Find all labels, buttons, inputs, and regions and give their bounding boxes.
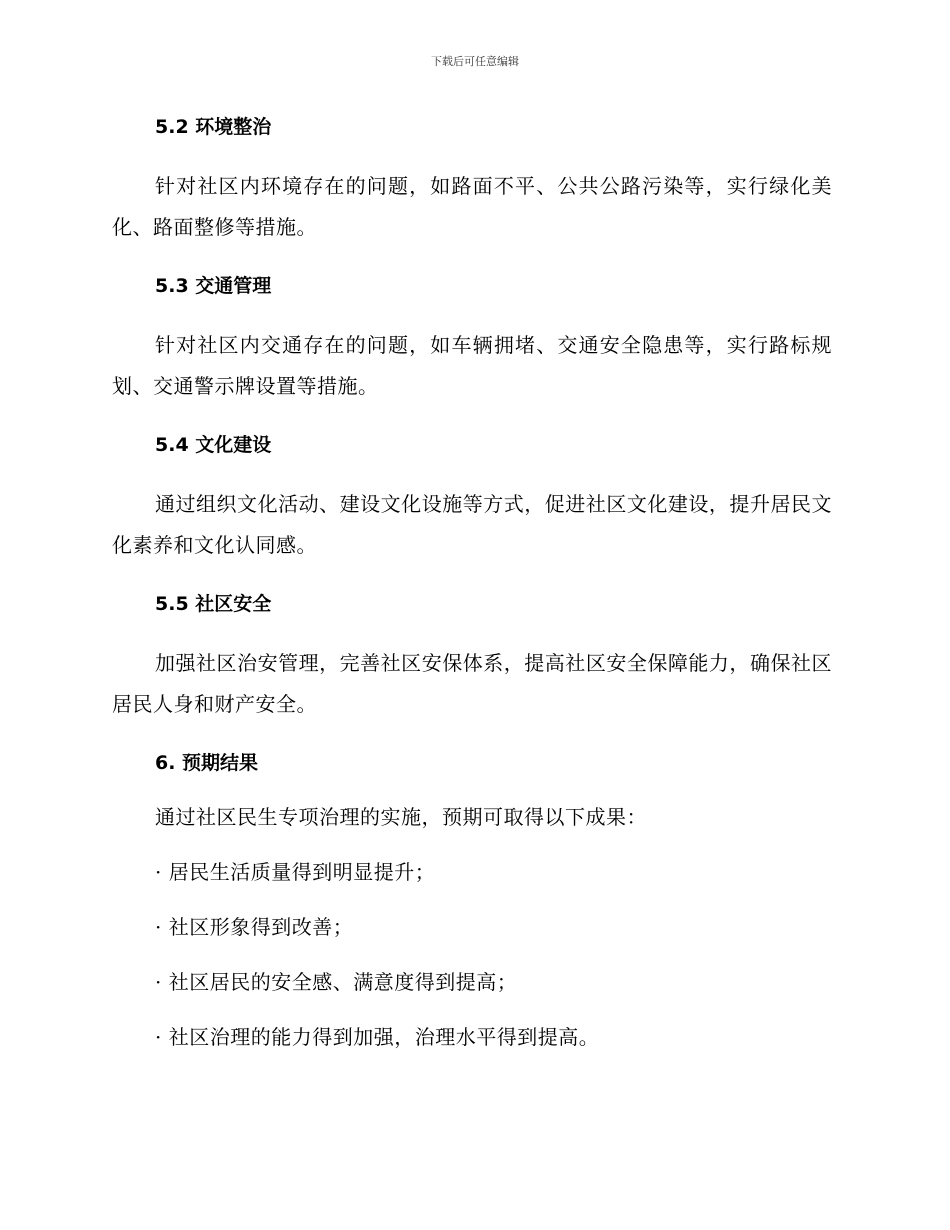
- section-body-culture: 通过组织文化活动、建设文化设施等方式，促进社区文化建设，提升居民文化素养和文化认同感。: [112, 492, 832, 557]
- page-header: 下载后可任意编辑: [431, 55, 519, 68]
- results-intro: 通过社区民生专项治理的实施，预期可取得以下成果：: [155, 805, 647, 829]
- section-body-traffic: 针对社区内交通存在的问题，如车辆拥堵、交通安全隐患等，实行路标规划、交通警示牌设置等措施。: [112, 333, 832, 398]
- section-heading-results: 6. 预期结果: [155, 752, 259, 774]
- result-item: · 社区居民的安全感、满意度得到提高；: [155, 970, 518, 994]
- section-body-safety: 加强社区治安管理，完善社区安保体系，提高社区安全保障能力，确保社区居民人身和财产安全。: [112, 651, 832, 716]
- section-heading-traffic: 5.3 交通管理: [155, 275, 272, 297]
- section-heading-culture: 5.4 文化建设: [155, 434, 272, 456]
- section-heading-safety: 5.5 社区安全: [155, 593, 272, 615]
- result-item: · 社区形象得到改善；: [155, 915, 354, 939]
- result-item: · 社区治理的能力得到加强，治理水平得到提高。: [155, 1025, 600, 1049]
- section-heading-environment: 5.2 环境整治: [155, 116, 272, 138]
- document-body: [112, 112, 832, 1052]
- result-item: · 居民生活质量得到明显提升；: [155, 860, 436, 884]
- section-body-environment: 针对社区内环境存在的问题，如路面不平、公共公路污染等，实行绿化美化、路面整修等措施。: [112, 174, 832, 239]
